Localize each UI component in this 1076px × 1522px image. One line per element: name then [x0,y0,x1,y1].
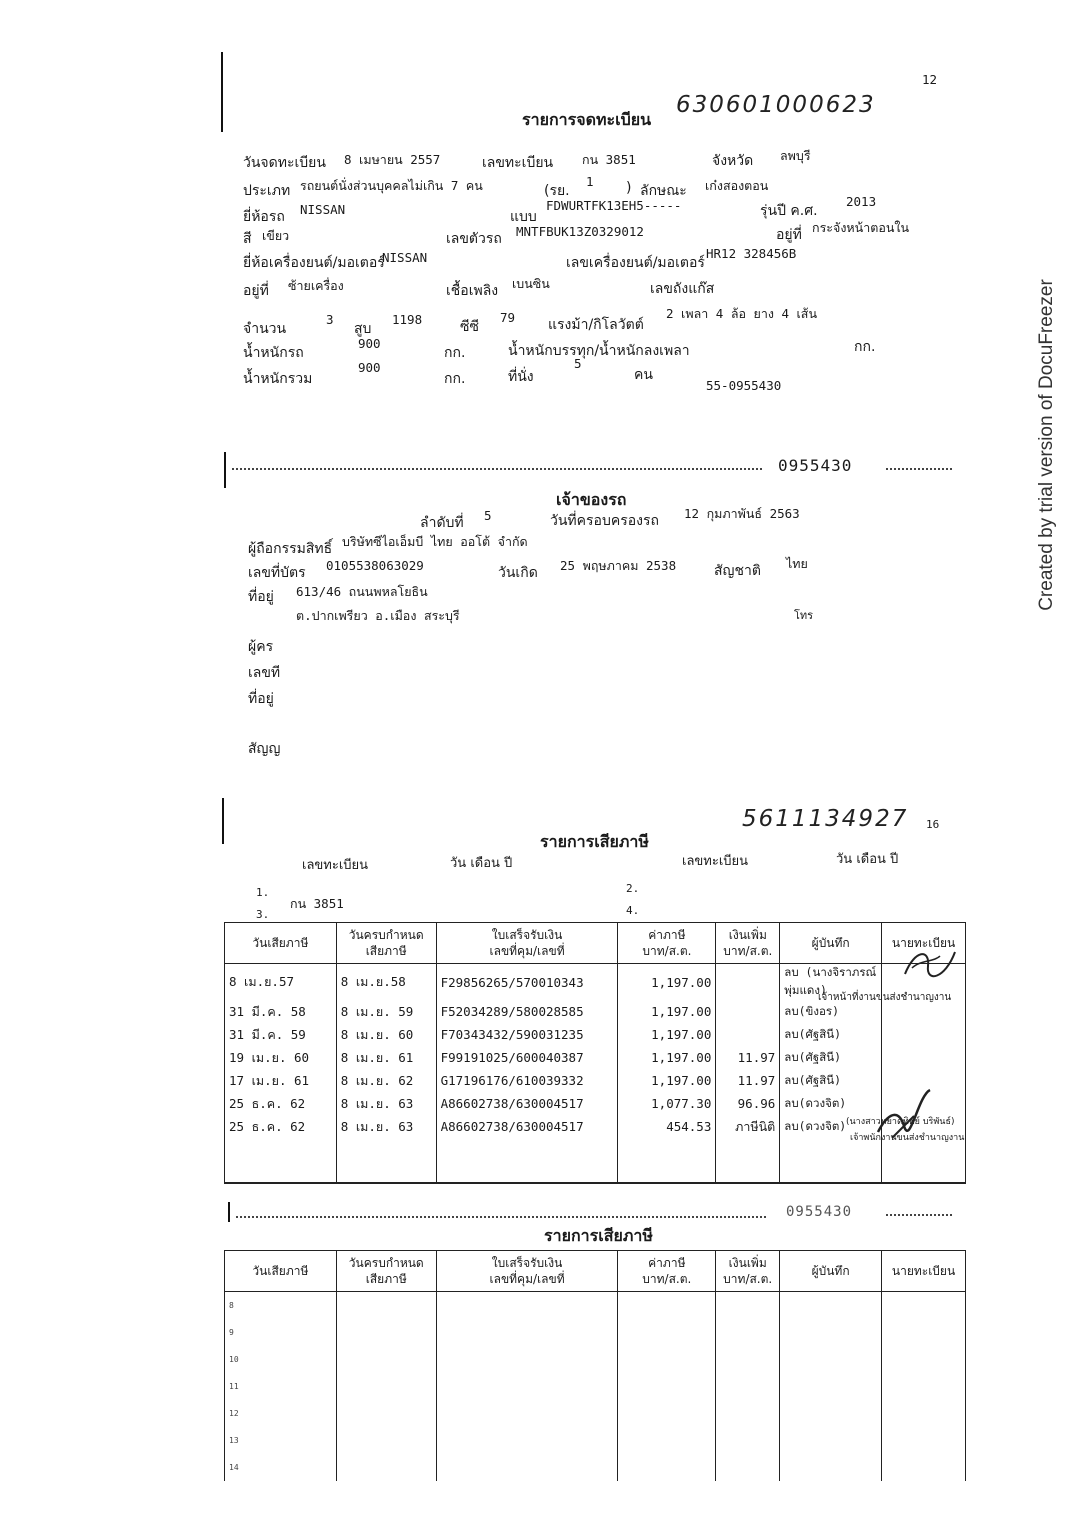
cell-empty [225,1138,337,1183]
cell-empty [336,1454,436,1481]
engine-location-label: อยู่ที่ [243,283,269,299]
cell-empty [618,1346,716,1373]
plate-number-1: 1. [256,886,270,899]
cell-recorder: ลบ(ดวงจิต) [780,1115,882,1138]
nationality-value: ไทย [786,556,808,571]
cell-tax-amount: 1,077.30 [618,1092,716,1115]
cell-paid-date: 17 เม.ย. 61 [225,1069,337,1092]
kg-label-2: กก. [854,339,876,355]
cell-empty [780,1427,882,1454]
cell-recorder: ลบ (นางจิราภรณ์ พุ่มแดง) [780,964,882,1001]
style-value: เก๋งสองตอน [705,178,769,193]
row-number-cell: 14 [225,1454,337,1481]
cell-surcharge: ภาษีนิติ [716,1115,780,1138]
address-line-1: 613/46 ถนนพหลโยธิน [296,584,428,599]
holder-value: บริษัทซีไอเอ็มบี ไทย ออโต้ จำกัด [342,534,528,549]
plate-value: กน 3851 [582,152,636,167]
cell-empty [780,1138,882,1183]
cell-recorder: ลบ(ศัฐสินี) [780,1046,882,1069]
horsepower-label: แรงม้า/กิโลวัตต์ [548,317,644,333]
cell-tax-amount: 1,197.00 [618,1046,716,1069]
table-row-empty [225,1454,966,1481]
cc-label: ซีซี [460,319,480,335]
header-surcharge: เงินเพิ่ม บาท/ส.ต. [716,923,780,964]
tax-table [224,922,966,1184]
cell-paid-date: 25 ธ.ค. 62 [225,1092,337,1115]
cell-empty [336,1319,436,1346]
cell-empty [336,1427,436,1454]
table-row-empty [225,1138,966,1183]
cell-receipt: F70343432/590031235 [436,1023,618,1046]
cell-surcharge: 11.97 [716,1069,780,1092]
year-value: 2013 [846,194,877,209]
weight-label: น้ำหนักรถ [243,345,304,361]
dotted-divider [236,1216,766,1218]
cell-tax-amount: 1,197.00 [618,1023,716,1046]
possessor-id-label: เลขที [248,665,281,681]
rs-label: (รย. [544,183,570,199]
row-number-cell: 10 [225,1346,337,1373]
type-value: รถยนต์นั่งส่วนบุคคลไม่เกิน 7 คน [300,178,483,193]
color-label: สี [243,231,252,247]
cell-tax-amount: 1,197.00 [618,964,716,1001]
row-number-cell: 13 [225,1427,337,1454]
engine-location-value: ซ้ายเครื่อง [288,278,344,293]
cell-surcharge [716,964,780,1001]
nationality-label: สัญชาติ [714,563,761,579]
margin-line [224,452,226,488]
cell-recorder: ลบ(ขิงอร) [780,1000,882,1023]
cell-empty [780,1400,882,1427]
model-label: แบบ [510,209,537,225]
header2-tax-amount: ค่าภาษี บาท/ส.ต. [618,1251,716,1292]
cell-empty [336,1400,436,1427]
cell-empty [716,1454,780,1481]
tax-handwritten-number: 5611134927 [742,806,909,832]
officer-note-3: เจ้าพนักงานขนส่งชำนาญงาน [850,1133,965,1143]
gas-tank-label: เลขถังแก๊ส [650,281,715,297]
load-label: น้ำหนักบรรทุก/น้ำหนักลงเพลา [508,343,690,359]
cell-empty [716,1400,780,1427]
reg-date-label: วันจดทะเบียน [243,155,326,171]
style-label: ลักษณะ [640,183,687,199]
cc-value: 79 [500,310,516,325]
cell-empty [436,1427,618,1454]
province-value: ลพบุรี [780,148,811,163]
address-line-2: ต.ปากเพรียว อ.เมือง สระบุรี [296,608,460,623]
cell-empty [780,1319,882,1346]
tax-table-empty [224,1250,966,1481]
cell-surcharge: 96.96 [716,1092,780,1115]
cell-surcharge [716,1000,780,1023]
header-recorder: ผู้บันทึก [780,923,882,964]
phone-label: โทร [794,609,814,622]
count-label: จำนวน [243,321,287,337]
plate-1-value: กน 3851 [290,896,344,911]
fuel-label: เชื้อเพลิง [446,283,499,299]
table-row-empty [225,1319,966,1346]
row-number-cell: 12 [225,1400,337,1427]
header2-registrar: นายทะเบียน [882,1251,966,1292]
kg-label-3: กก. [444,371,466,387]
cell-empty [336,1346,436,1373]
header-tax-amount: ค่าภาษี บาท/ส.ต. [618,923,716,964]
tax2-title: รายการเสียภาษี [544,1226,653,1245]
table-row [225,1069,966,1092]
seats-label: ที่นั่ง [508,369,534,385]
registration-handwritten-number: 630601000623 [676,92,876,118]
cell-registrar [882,1046,966,1069]
engine-brand-value: NISSAN [382,250,428,265]
engine-number-value: HR12 328456B [706,246,797,261]
divider-code-2: 0955430 [786,1204,853,1220]
table-row-empty [225,1292,966,1320]
watermark-text: Created by trial version of DocuFreezer [1036,279,1057,611]
rs-close: ) [626,180,632,196]
cell-receipt: A86602738/630004517 [436,1115,618,1138]
axle-text: 2 เพลา 4 ล้อ ยาง 4 เส้น [666,306,817,321]
tax-table-header [225,923,966,964]
cylinder-label: สูบ [354,321,372,337]
cell-empty [618,1319,716,1346]
cell-empty [336,1138,436,1183]
cell-tax-amount: 1,197.00 [618,1069,716,1092]
possessor-label: ผู้คร [248,639,274,655]
seats-value: 5 [574,356,582,371]
cell-receipt: F29856265/570010343 [436,964,618,1001]
cell-empty [882,1292,966,1320]
officer-note-2: (นางสาวหยาดทิพย์ บริพันธ์) [846,1117,955,1127]
total-weight-label: น้ำหนักรวม [243,371,313,387]
header-registrar: นายทะเบียน [882,923,966,964]
plate-number-2: 2. [626,882,640,895]
cell-empty [716,1319,780,1346]
registrar-signature-1 [900,944,960,984]
id-label: เลขที่บัตร [248,565,306,581]
kg-label-1: กก. [444,345,466,361]
cell-paid-date: 8 เม.ย.57 [225,964,337,1001]
header-receipt: ใบเสร็จรับเงิน เลขที่คุม/เลขที่ [436,923,618,964]
plate-col-right: เลขทะเบียน [682,854,749,869]
table-row [225,1023,966,1046]
cell-empty [882,1427,966,1454]
dotted-divider [886,468,952,470]
ownership-date-value: 12 กุมภาพันธ์ 2563 [684,506,800,521]
table-row [225,1046,966,1069]
cell-due-date: 8 เม.ย. 59 [336,1000,436,1023]
header2-surcharge: เงินเพิ่ม บาท/ส.ต. [716,1251,780,1292]
cell-surcharge [716,1023,780,1046]
cell-empty [716,1427,780,1454]
officer-note-1: เจ้าหน้าที่งานขนส่งชำนาญงาน [818,992,952,1003]
row-number-cell: 9 [225,1319,337,1346]
table-row-empty [225,1427,966,1454]
chassis-label: เลขตัวรถ [446,231,502,247]
sequence-value: 5 [484,508,492,523]
cell-empty [436,1292,618,1320]
weight-value: 900 [358,336,381,351]
plate-label: เลขทะเบียน [482,155,554,171]
cell-paid-date: 25 ธ.ค. 62 [225,1115,337,1138]
table-row-empty [225,1373,966,1400]
cell-recorder: ลบ(ศัฐสินี) [780,1023,882,1046]
cell-empty [780,1454,882,1481]
reg-date-value: 8 เมษายน 2557 [344,152,441,167]
row-number-cell: 11 [225,1373,337,1400]
chassis-location-value: กระจังหน้าตอนใน [812,220,910,235]
type-label: ประเภท [243,183,291,199]
plate-col-left: เลขทะเบียน [302,858,369,873]
fuel-value: เบนซิน [512,276,550,291]
registrar-signature-2 [874,1086,934,1146]
cell-empty [716,1292,780,1320]
cell-empty [618,1427,716,1454]
table-row-empty [225,1400,966,1427]
person-label: คน [634,367,653,383]
engine-brand-label: ยี่ห้อเครื่องยนต์/มอเตอร์ [243,255,385,271]
cell-empty [336,1373,436,1400]
cell-receipt: A86602738/630004517 [436,1092,618,1115]
form-code: 55-0955430 [706,378,782,393]
cell-due-date: 8 เม.ย. 63 [336,1115,436,1138]
cell-receipt: F52034289/580028585 [436,1000,618,1023]
cell-empty [618,1292,716,1320]
divider-code: 0955430 [778,456,853,475]
row-number-cell: 8 [225,1292,337,1320]
possessor-address-label: ที่อยู่ [248,691,274,707]
margin-line [221,52,223,132]
contract-label: สัญญ [248,741,281,757]
header2-recorder: ผู้บันทึก [780,1251,882,1292]
cell-empty [780,1373,882,1400]
date-col-right: วัน เดือน ปี [836,852,899,867]
birth-label: วันเกิด [498,565,538,581]
cell-tax-amount: 454.53 [618,1115,716,1138]
date-col-left: วัน เดือน ปี [450,856,513,871]
cell-empty [618,1138,716,1183]
cell-empty [882,1319,966,1346]
color-value: เขียว [262,228,290,243]
cell-empty [436,1346,618,1373]
total-weight-value: 900 [358,360,381,375]
cell-empty [618,1454,716,1481]
cell-empty [780,1292,882,1320]
cell-empty [882,1454,966,1481]
holder-label: ผู้ถือกรรมสิทธิ์ [248,541,333,557]
address-label: ที่อยู่ [248,589,274,605]
table-row [225,1092,966,1115]
owner-title: เจ้าของรถ [556,490,627,509]
cell-empty [780,1346,882,1373]
cell-empty [436,1373,618,1400]
cell-due-date: 8 เม.ย. 61 [336,1046,436,1069]
cell-paid-date: 31 มี.ค. 59 [225,1023,337,1046]
plate-number-4: 4. [626,904,640,917]
model-value: FDWURTFK13EH5----- [546,198,682,213]
cell-empty [618,1373,716,1400]
cell-empty [618,1400,716,1427]
tax2-table-header [225,1251,966,1292]
cell-registrar [882,1023,966,1046]
cell-recorder: ลบ(ศัฐสินี) [780,1069,882,1092]
cell-empty [882,1400,966,1427]
dotted-divider [232,468,762,470]
cell-empty [716,1373,780,1400]
birth-value: 25 พฤษภาคม 2538 [560,558,677,573]
margin-line [222,798,224,844]
id-value: 0105538063029 [326,558,424,573]
cell-receipt: F99191025/600040387 [436,1046,618,1069]
registration-title: รายการจดทะเบียน [522,110,652,129]
rs-value: 1 [586,174,594,189]
chassis-value: MNTFBUK13Z0329012 [516,224,644,239]
plate-number-3: 3. [256,908,270,921]
header2-due-date: วันครบกำหนด เสียภาษี [336,1251,436,1292]
tax-page-number: 16 [926,818,940,831]
cell-paid-date: 31 มี.ค. 58 [225,1000,337,1023]
brand-value: NISSAN [300,202,346,217]
cell-surcharge: 11.97 [716,1046,780,1069]
header-paid-date: วันเสียภาษี [225,923,337,964]
cell-empty [436,1400,618,1427]
province-label: จังหวัด [712,153,754,169]
cell-empty [882,1373,966,1400]
cylinder-value: 1198 [392,312,423,327]
sequence-label: ลำดับที่ [420,515,464,531]
chassis-location-label: อยู่ที่ [776,227,802,243]
cell-recorder: ลบ(ดวงจิต) [780,1092,882,1115]
table-row-empty [225,1346,966,1373]
header2-receipt: ใบเสร็จรับเงิน เลขที่คุม/เลขที่ [436,1251,618,1292]
cell-receipt: G17196176/610039332 [436,1069,618,1092]
cell-empty [436,1138,618,1183]
tax-title: รายการเสียภาษี [540,832,649,851]
page-number: 12 [922,72,938,87]
cell-empty [436,1454,618,1481]
cell-due-date: 8 เม.ย.58 [336,964,436,1001]
cell-paid-date: 19 เม.ย. 60 [225,1046,337,1069]
cell-empty [882,1346,966,1373]
dotted-divider [886,1214,952,1216]
engine-number-label: เลขเครื่องยนต์/มอเตอร์ [566,255,705,271]
cell-empty [716,1346,780,1373]
margin-line [228,1202,230,1222]
watermark [1032,250,1062,640]
brand-label: ยี่ห้อรถ [243,209,285,225]
cell-due-date: 8 เม.ย. 63 [336,1092,436,1115]
cell-tax-amount: 1,197.00 [618,1000,716,1023]
header2-paid-date: วันเสียภาษี [225,1251,337,1292]
cell-empty [716,1138,780,1183]
header-due-date: วันครบกำหนด เสียภาษี [336,923,436,964]
count-value: 3 [326,312,334,327]
cell-empty [436,1319,618,1346]
cell-due-date: 8 เม.ย. 60 [336,1023,436,1046]
ownership-date-label: วันที่ครอบครองรถ [550,513,659,529]
cell-due-date: 8 เม.ย. 62 [336,1069,436,1092]
cell-empty [336,1292,436,1320]
year-label: รุ่นปี ค.ศ. [760,203,818,219]
